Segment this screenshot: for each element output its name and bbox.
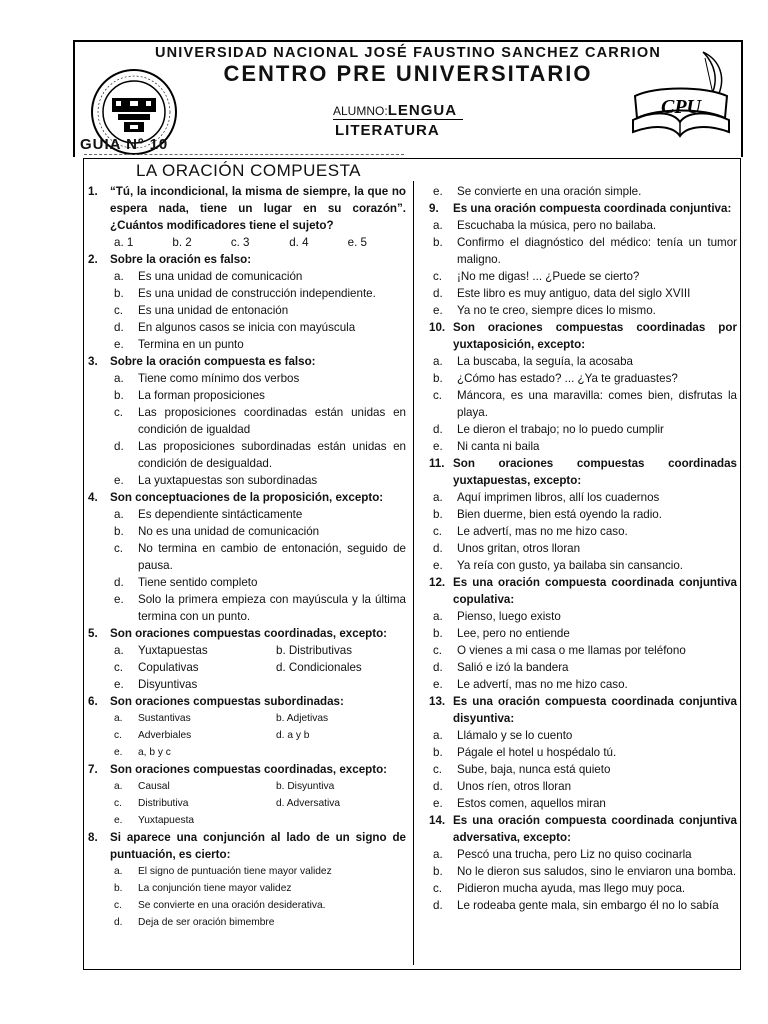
left-column xyxy=(88,183,406,931)
option-letter: a. xyxy=(114,781,123,792)
option-text: Yuxtapuesta xyxy=(138,815,195,826)
question-stem xyxy=(429,574,737,608)
option-letter: a. xyxy=(114,372,124,385)
answer-option xyxy=(88,370,406,387)
option-text: Termina en un punto xyxy=(138,338,244,351)
answer-options-inline xyxy=(88,234,406,251)
center-name: CENTRO PRE UNIVERSITARIO xyxy=(223,61,593,86)
answer-option xyxy=(429,489,737,506)
option-letter: c. xyxy=(433,270,443,283)
option-text: ¡No me digas! ... ¿Puede se cierto? xyxy=(457,270,640,283)
answer-option xyxy=(429,387,737,421)
answer-option xyxy=(429,353,737,370)
option-letter: e. xyxy=(433,304,443,317)
question-text: Sobre la oración es falso: xyxy=(110,253,252,266)
option-letter: d. xyxy=(433,287,443,300)
option-text: Las proposiciones coordinadas están unidas en condición de igualdad xyxy=(138,406,406,436)
cpu-logo-text: CPU xyxy=(661,96,701,118)
option-letter: a. xyxy=(114,866,123,877)
question-number: 6. xyxy=(88,695,98,708)
option-letter: a. xyxy=(433,848,443,861)
right-column xyxy=(429,183,737,914)
answer-option xyxy=(114,659,276,676)
answer-option xyxy=(114,676,276,693)
option-text: Adverbiales xyxy=(138,730,192,741)
option-letter: c. xyxy=(114,406,124,419)
option-letter: c. xyxy=(114,798,122,809)
answer-option xyxy=(429,761,737,778)
option-text: Es una unidad de comunicación xyxy=(138,270,303,283)
answer-option xyxy=(88,914,406,931)
answer-option xyxy=(429,846,737,863)
answer-option xyxy=(429,642,737,659)
answer-option xyxy=(88,523,406,540)
option-text: a, b y c xyxy=(138,747,171,758)
answer-option xyxy=(429,897,737,914)
question-text: Es una oración compuesta coordinada conjuntiva adversativa, excepto: xyxy=(453,814,737,844)
question-number: 4. xyxy=(88,491,98,504)
question-text: Son conceptuaciones de la proposición, excepto: xyxy=(110,491,384,504)
page-header xyxy=(73,40,743,157)
option-letter: b. xyxy=(433,236,443,249)
option-letter: d. xyxy=(433,423,443,436)
answer-option xyxy=(88,863,406,880)
option-text: En algunos casos se inicia con mayúscula xyxy=(138,321,356,334)
question-number: 2. xyxy=(88,253,98,266)
question-text: Es una oración compuesta coordinada conjuntiva: xyxy=(453,202,732,215)
answer-option xyxy=(88,540,406,574)
option-text: Unos gritan, otros lloran xyxy=(457,542,581,555)
option-letter: c. xyxy=(114,304,124,317)
answer-option xyxy=(88,897,406,914)
question-number: 8. xyxy=(88,831,98,844)
option-letter: e. xyxy=(114,678,124,691)
option-text: Causal xyxy=(138,781,170,792)
answer-option-row xyxy=(88,727,406,744)
option-letter: e. xyxy=(433,797,443,810)
question-text: Son oraciones compuestas coordinadas por yuxtaposición, excepto: xyxy=(453,321,737,351)
answer-option xyxy=(88,438,406,472)
question-text: Si aparece una conjunción al lado de un signo de puntuación, es cierto: xyxy=(110,831,406,861)
answer-option-row xyxy=(88,642,406,659)
option-text: Lee, pero no entiende xyxy=(457,627,570,640)
answer-option: d. a y b xyxy=(276,730,310,741)
option-text: Ya reía con gusto, ya bailaba sin cansancio. xyxy=(457,559,684,572)
answer-option xyxy=(88,268,406,285)
answer-option-row xyxy=(88,744,406,761)
answer-option xyxy=(429,421,737,438)
question-number: 7. xyxy=(88,763,98,776)
question-number: 5. xyxy=(88,627,98,640)
answer-option xyxy=(429,676,737,693)
option-letter: d. xyxy=(114,576,124,589)
option-text: Tiene sentido completo xyxy=(138,576,258,589)
answer-option xyxy=(429,744,737,761)
answer-option xyxy=(429,625,737,642)
question-text: Son oraciones compuestas coordinadas, excepto: xyxy=(110,763,388,776)
answer-option-row xyxy=(88,659,406,676)
option-letter: a. xyxy=(433,355,443,368)
option-text: Ya no te creo, siempre dices lo mismo. xyxy=(457,304,656,317)
answer-option xyxy=(88,336,406,353)
option-letter: b. xyxy=(433,865,443,878)
option-letter: d. xyxy=(114,321,124,334)
option-text: No termina en cambio de entonación, seguido de pausa. xyxy=(138,542,406,572)
question-number: 3. xyxy=(88,355,98,368)
answer-option xyxy=(88,285,406,302)
option-letter: b. xyxy=(433,627,443,640)
option-letter: a. xyxy=(433,219,443,232)
question-text: Es una oración compuesta coordinada conjuntiva copulativa: xyxy=(453,576,737,606)
option-text: Es dependiente sintácticamente xyxy=(138,508,303,521)
question-stem xyxy=(88,183,406,234)
answer-option xyxy=(429,370,737,387)
column-divider xyxy=(413,181,414,965)
question-stem xyxy=(88,625,406,642)
option-letter: c. xyxy=(114,900,122,911)
option-text: Salió e izó la bandera xyxy=(457,661,569,674)
question-text: “Tú, la incondicional, la misma de siempre, la que no espera nada, tiene un lugar en su corazón”. ¿Cuántos modificadores tiene el sujeto? xyxy=(110,185,406,232)
question-text: Sobre la oración compuesta es falso: xyxy=(110,355,316,368)
option-text: Deja de ser oración bimembre xyxy=(138,917,275,928)
question-stem xyxy=(88,829,406,863)
option-letter: e. xyxy=(114,815,123,826)
option-text: Confirmo el diagnóstico del médico: tenía un tumor maligno. xyxy=(457,236,737,266)
option-text: Las proposiciones subordinadas están unidas en condición de desigualdad. xyxy=(138,440,406,470)
answer-option xyxy=(429,880,737,897)
course-line-2: LITERATURA xyxy=(335,122,440,139)
option-letter: e. xyxy=(433,559,443,572)
option-text: Máncora, es una maravilla: comes bien, disfrutas la playa. xyxy=(457,389,737,419)
cpu-book-logo-icon xyxy=(625,50,735,145)
option-letter: c. xyxy=(114,730,122,741)
option-text: Pidieron mucha ayuda, mas llego muy poca. xyxy=(457,882,686,895)
answer-option xyxy=(429,778,737,795)
option-letter: b. xyxy=(114,287,124,300)
answer-option xyxy=(429,438,737,455)
answer-option xyxy=(429,523,737,540)
option-text: Estos comen, aquellos miran xyxy=(457,797,606,810)
option-letter: b. xyxy=(114,883,123,894)
option-text: La yuxtapuestas son subordinadas xyxy=(138,474,318,487)
option-letter: e. xyxy=(114,338,124,351)
option-text: No le dieron sus saludos, sino le enviaron una bomba. xyxy=(457,865,737,878)
option-text: Págale el hotel u hospédalo tú. xyxy=(457,746,617,759)
answer-option: d. Adversativa xyxy=(276,798,340,809)
question-stem xyxy=(88,489,406,506)
question-stem xyxy=(429,200,737,217)
university-name: UNIVERSIDAD NACIONAL JOSÉ FAUSTINO SANCHEZ CARRION xyxy=(154,45,662,61)
question-stem xyxy=(429,319,737,353)
answer-option: a. 1 xyxy=(114,236,134,249)
answer-option xyxy=(429,302,737,319)
option-letter: e. xyxy=(114,593,124,606)
option-letter: a. xyxy=(114,270,124,283)
question-number: 12. xyxy=(429,576,446,589)
option-letter: c. xyxy=(433,763,443,776)
option-letter: a. xyxy=(114,713,123,724)
answer-option xyxy=(429,659,737,676)
option-text: Unos ríen, otros lloran xyxy=(457,780,572,793)
option-text: Le advertí, mas no me hizo caso. xyxy=(457,678,628,691)
option-text: O vienes a mi casa o me llamas por teléfono xyxy=(457,644,686,657)
worksheet-body xyxy=(83,158,741,970)
option-text: La conjunción tiene mayor validez xyxy=(138,883,292,894)
answer-option: b. Adjetivas xyxy=(276,713,329,724)
answer-option xyxy=(429,557,737,574)
option-letter: a. xyxy=(433,491,443,504)
option-letter: d. xyxy=(433,899,443,912)
option-letter: a. xyxy=(114,644,124,657)
answer-option xyxy=(429,727,737,744)
option-text: Bien duerme, bien está oyendo la radio. xyxy=(457,508,662,521)
option-letter: e. xyxy=(433,678,443,691)
answer-option xyxy=(88,319,406,336)
option-letter: e. xyxy=(433,185,443,198)
answer-option-row xyxy=(88,812,406,829)
answer-option: b. 2 xyxy=(172,236,192,249)
question-stem xyxy=(429,693,737,727)
course-line-1: LENGUA xyxy=(387,102,458,119)
answer-option xyxy=(114,642,276,659)
answer-option: b. Disyuntiva xyxy=(276,781,335,792)
option-text: Se convierte en una oración simple. xyxy=(457,185,642,198)
question-number: 14. xyxy=(429,814,446,827)
question-number: 13. xyxy=(429,695,446,708)
option-text: Es una unidad de construcción independiente. xyxy=(138,287,376,300)
answer-option-row xyxy=(88,676,406,693)
answer-option xyxy=(114,744,276,761)
option-letter: c. xyxy=(433,389,443,402)
question-stem xyxy=(429,812,737,846)
option-text: ¿Cómo has estado? ... ¿Ya te graduastes? xyxy=(457,372,678,385)
answer-option-row xyxy=(88,795,406,812)
answer-option xyxy=(429,608,737,625)
alumno-label: ALUMNO: xyxy=(333,104,388,118)
option-text: Es una unidad de entonación xyxy=(138,304,289,317)
answer-option xyxy=(429,506,737,523)
question-stem xyxy=(429,455,737,489)
question-number: 11. xyxy=(429,457,445,470)
answer-option xyxy=(114,727,276,744)
answer-option xyxy=(88,591,406,625)
option-text: Le advertí, mas no me hizo caso. xyxy=(457,525,628,538)
answer-option xyxy=(429,863,737,880)
option-text: Pienso, luego existo xyxy=(457,610,561,623)
option-text: Sustantivas xyxy=(138,713,191,724)
question-text: Son oraciones compuestas coordinadas yuxtapuestas, excepto: xyxy=(453,457,737,487)
answer-option xyxy=(88,404,406,438)
answer-option xyxy=(114,812,276,829)
page-title: LA ORACIÓN COMPUESTA xyxy=(135,161,362,180)
option-text: Distributiva xyxy=(138,798,189,809)
option-letter: c. xyxy=(433,525,443,538)
option-letter: c. xyxy=(433,644,443,657)
answer-option: d. Condicionales xyxy=(276,661,362,674)
answer-option xyxy=(429,217,737,234)
option-letter: d. xyxy=(114,440,124,453)
option-letter: a. xyxy=(433,610,443,623)
option-text: Aquí imprimen libros, allí los cuadernos xyxy=(457,491,660,504)
option-text: Le rodeaba gente mala, sin embargo él no lo sabía xyxy=(457,899,719,912)
option-letter: d. xyxy=(433,780,443,793)
question-stem xyxy=(88,761,406,778)
option-text: La buscaba, la seguía, la acosaba xyxy=(457,355,633,368)
option-text: No es una unidad de comunicación xyxy=(138,525,320,538)
option-text: Sube, baja, nunca está quieto xyxy=(457,763,611,776)
answer-option: c. 3 xyxy=(230,236,250,249)
option-text: Le dieron el trabajo; no lo puedo cumplir xyxy=(457,423,664,436)
student-line xyxy=(333,102,463,120)
option-letter: b. xyxy=(433,508,443,521)
option-letter: c. xyxy=(433,882,443,895)
option-letter: d. xyxy=(433,542,443,555)
option-letter: a. xyxy=(114,508,124,521)
question-number: 1. xyxy=(88,185,98,198)
option-letter: d. xyxy=(114,917,123,928)
answer-option xyxy=(88,472,406,489)
answer-option xyxy=(88,506,406,523)
question-number: 10. xyxy=(429,321,446,334)
answer-option-row xyxy=(88,710,406,727)
option-text: Pescó una trucha, pero Liz no quiso cocinarla xyxy=(457,848,692,861)
option-letter: e. xyxy=(433,440,443,453)
answer-option xyxy=(429,183,737,200)
option-letter: c. xyxy=(114,542,124,555)
question-stem xyxy=(88,353,406,370)
answer-option xyxy=(88,880,406,897)
option-letter: e. xyxy=(114,474,124,487)
guide-number: GUIA Nº 10 xyxy=(80,136,169,153)
answer-option xyxy=(429,540,737,557)
option-letter: d. xyxy=(433,661,443,674)
answer-option xyxy=(114,778,276,795)
answer-option: b. Distributivas xyxy=(276,644,353,657)
question-stem xyxy=(88,693,406,710)
question-text: Son oraciones compuestas coordinadas, excepto: xyxy=(110,627,388,640)
answer-option xyxy=(429,285,737,302)
answer-option xyxy=(114,710,276,727)
answer-option xyxy=(114,795,276,812)
answer-option xyxy=(429,268,737,285)
option-text: Ni canta ni baila xyxy=(457,440,540,453)
option-letter: b. xyxy=(433,746,443,759)
option-letter: a. xyxy=(433,729,443,742)
option-letter: b. xyxy=(114,525,124,538)
option-text: Tiene como mínimo dos verbos xyxy=(138,372,300,385)
option-letter: b. xyxy=(114,389,124,402)
option-text: Copulativas xyxy=(138,661,199,674)
answer-option: e. 5 xyxy=(347,236,367,249)
option-letter: b. xyxy=(433,372,443,385)
option-letter: e. xyxy=(114,747,123,758)
question-text: Son oraciones compuestas subordinadas: xyxy=(110,695,344,708)
question-text: Es una oración compuesta coordinada conjuntiva disyuntiva: xyxy=(453,695,737,725)
option-text: Escuchaba la música, pero no bailaba. xyxy=(457,219,657,232)
option-text: Disyuntivas xyxy=(138,678,198,691)
question-stem xyxy=(88,251,406,268)
answer-option-row xyxy=(88,778,406,795)
option-text: Solo la primera empieza con mayúscula y la última termina con un punto. xyxy=(138,593,406,623)
answer-option xyxy=(429,795,737,812)
option-text: El signo de puntuación tiene mayor validez xyxy=(138,866,332,877)
option-text: Se convierte en una oración desiderativa. xyxy=(138,900,326,911)
option-text: Yuxtapuestas xyxy=(138,644,208,657)
answer-option xyxy=(88,387,406,404)
answer-option: d. 4 xyxy=(289,236,309,249)
answer-option xyxy=(88,574,406,591)
answer-option xyxy=(88,302,406,319)
option-text: Este libro es muy antiguo, data del siglo XVIII xyxy=(457,287,691,300)
option-text: Llámalo y se lo cuento xyxy=(457,729,573,742)
option-text: La forman proposiciones xyxy=(138,389,265,402)
option-letter: c. xyxy=(114,661,124,674)
answer-option xyxy=(429,234,737,268)
question-number: 9. xyxy=(429,202,439,215)
